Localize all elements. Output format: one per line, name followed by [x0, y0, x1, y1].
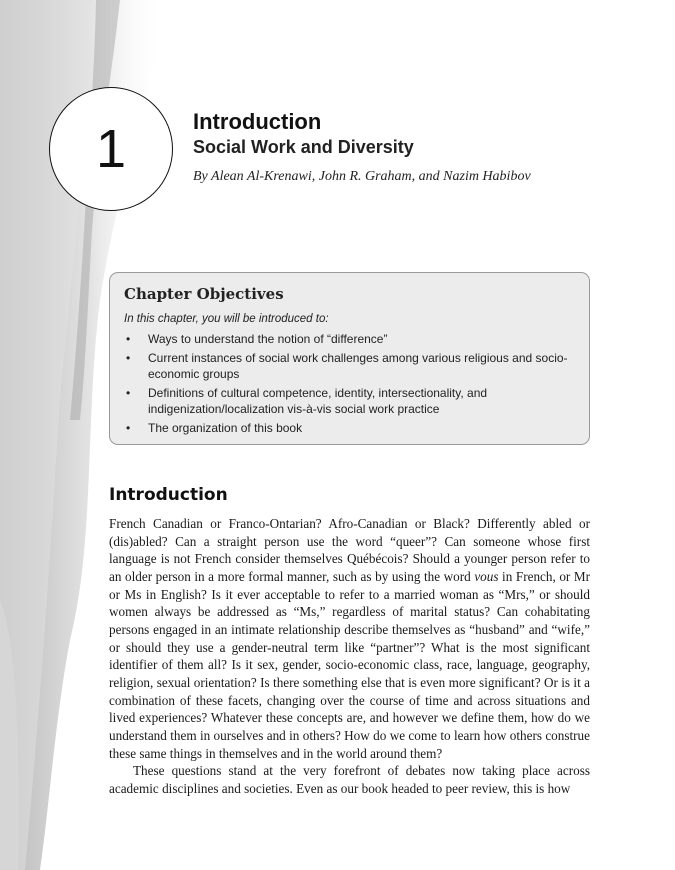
body-paragraph: These questions stand at the very forefront of debates now taking place across academic disciplines and societies. Even as our book headed to peer review, this is how	[109, 763, 590, 796]
objective-text: The organization of this book	[148, 421, 303, 435]
chapter-number-badge	[49, 87, 173, 211]
objectives-heading: Chapter Objectives	[124, 285, 284, 303]
objective-item	[124, 385, 574, 417]
chapter-subtitle: Social Work and Diversity	[193, 137, 414, 157]
bullet-icon: •	[126, 332, 131, 346]
chapter-objectives-box	[109, 272, 590, 445]
bullet-icon: •	[126, 351, 131, 365]
body-paragraph	[109, 515, 590, 762]
objectives-intro: In this chapter, you will be introduced to:	[124, 313, 329, 325]
body-text	[109, 515, 590, 798]
chapter-title: Introduction	[193, 109, 322, 134]
objective-text: Definitions of cultural competence, identity, intersectionality, and indigenization/localization vis-à-vis social work practice	[148, 386, 488, 416]
section-heading: Introduction	[109, 485, 228, 505]
objective-item	[124, 331, 574, 347]
italic-word: vous	[474, 568, 499, 584]
paragraph-text: in French, or Mr or Ms in English? Is it ever acceptable to refer to a married woman as “Mrs,” or should women always be addressed as “Ms,” regardless of marital status? Can cohabitating persons engaged in an intimate relationship describe themselves as “husband” and “wife,” or should they use a gender-neutral term like “partner”? What is the most significant identifier of them all? Is it sex, gender, socio-economic class, race, language, geography, religion, sexual orientation? Is there something else that is even more significant? Or is it a combination of these facets, changing over the course of time and across situations and lived experiences? Whatever these concepts are, and however we define them, how do we understand them in ourselves and in others? How do we come to learn how others construe these same things in themselves and in the world around them?	[109, 568, 591, 761]
chapter-authors: By Alean Al-Krenawi, John R. Graham, and Nazim Habibov	[193, 169, 531, 184]
objective-item	[124, 350, 574, 382]
chapter-number: 1	[95, 119, 127, 179]
bullet-icon: •	[126, 386, 131, 400]
paragraph-text: French Canadian or Franco-Ontarian? Afro-Canadian or Black? Differently abled or (dis)abled? Can a straight person use the word “queer”? Can someone whose first language is not French consider themselves Québécois? Should a younger person refer to an older person in a more formal manner, such as by using the word	[109, 516, 590, 584]
bullet-icon: •	[126, 421, 131, 435]
objective-item	[124, 420, 574, 436]
objectives-list	[124, 331, 574, 439]
objective-text: Current instances of social work challenges among various religious and socio-economic groups	[148, 351, 568, 381]
objective-text: Ways to understand the notion of “difference”	[148, 332, 388, 346]
